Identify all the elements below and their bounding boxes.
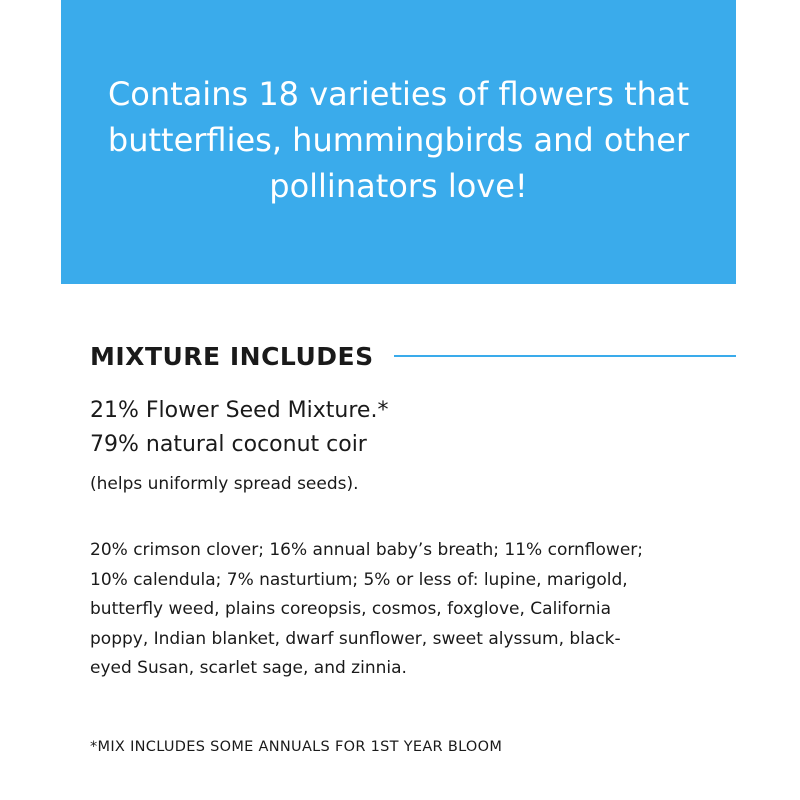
ingredients-list: 20% crimson clover; 16% annual baby’s breath; 11% cornflower; 10% calendula; 7% nasturtium; 5% or less of: lupine, marigold, butterfly weed, plains coreopsis, cosmos, foxglove, California poppy, Indian blanket, dwarf sunflower, sweet alyssum, black-eyed Susan, scarlet sage, and zinnia. [90,540,643,678]
pollinator-banner [61,0,736,284]
mixture-heading: MIXTURE INCLUDES [90,341,374,371]
annuals-footnote: *MIX INCLUDES SOME ANNUALS FOR 1ST YEAR BLOOM [90,739,503,755]
coconut-coir-percentage: 79% natural coconut coir [90,432,367,457]
coir-note: (helps uniformly spread seeds). [90,474,359,494]
flower-seed-percentage: 21% Flower Seed Mixture.* [90,398,389,423]
mixture-heading-row [90,336,736,376]
banner-text: Contains 18 varieties of flowers that butterflies, hummingbirds and other pollinators love! [107,74,690,205]
heading-divider [394,355,736,357]
